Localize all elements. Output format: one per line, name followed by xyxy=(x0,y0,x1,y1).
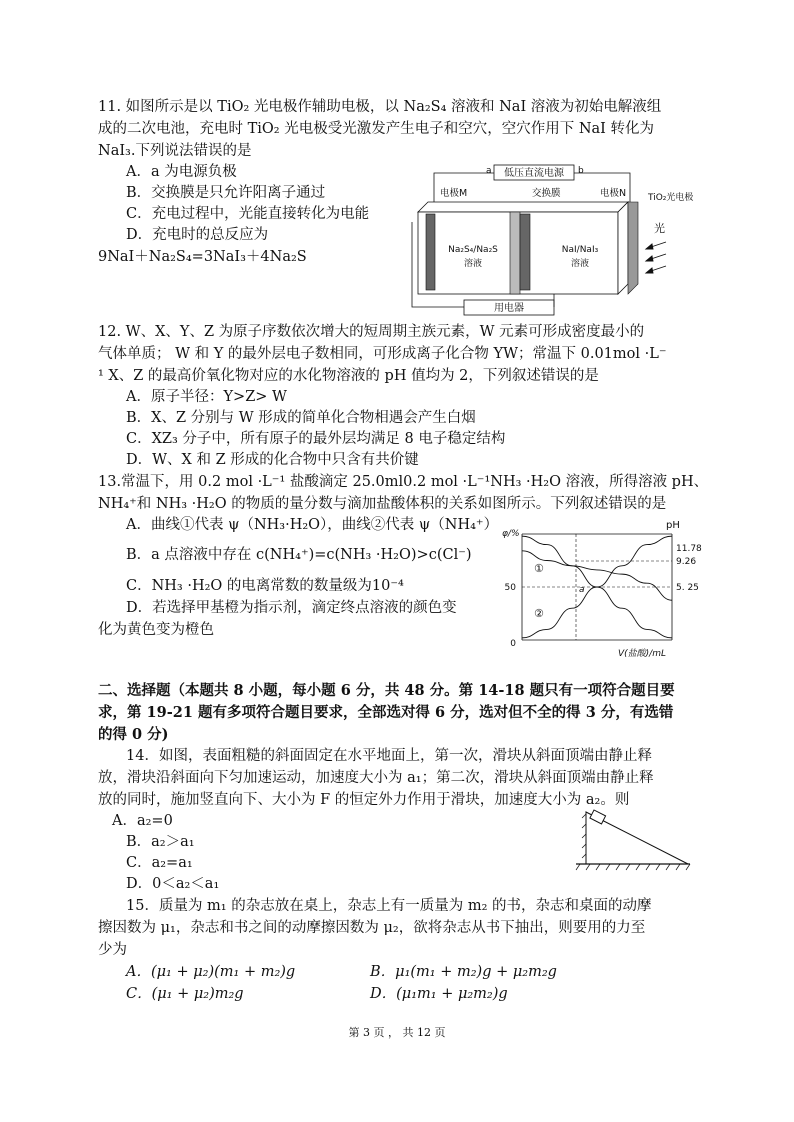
q15-option-b: B．μ₁(m₁ + m₂)g + μ₂m₂g xyxy=(370,964,557,980)
q13-stem-line1: 13.常温下，用 0.2 mol ·L⁻¹ 盐酸滴定 25.0ml0.2 mol ·L⁻¹NH₃ ·H₂O 溶液，所得溶液 pH、 xyxy=(98,474,709,490)
q13-option-b: B．a 点溶液中存在 c(NH₄⁺)=c(NH₃ ·H₂O)>c(Cl⁻) xyxy=(126,547,472,563)
q11-stem-line3: NaI₃.下列说法错误的是 xyxy=(98,143,252,159)
series-line-3 xyxy=(522,551,672,600)
electrode-n-label: 电极N xyxy=(600,188,627,199)
terminal-b-label: b xyxy=(578,166,584,176)
load-device-label: 用电器 xyxy=(494,303,524,314)
q15-stem-line1: 15．质量为 m₁ 的杂志放在桌上，杂志上有一质量为 m₂ 的书，杂志和桌面的动摩 xyxy=(126,898,652,914)
wall-hatching xyxy=(582,814,586,858)
x-axis-label: V(盐酸)/mL xyxy=(618,649,666,658)
q12-option-d: D．W、X 和 Z 形成的化合物中只含有共价键 xyxy=(126,452,419,468)
q13-option-c: C．NH₃ ·H₂O 的电离常数的数量级为10⁻⁴ xyxy=(126,578,404,594)
q14-option-b: B．a₂＞a₁ xyxy=(126,834,195,850)
exchange-membrane xyxy=(510,212,520,294)
tio2-electrode xyxy=(628,202,638,294)
right-solution-label2: 溶液 xyxy=(570,259,590,269)
q11-option-d: D．充电时的总反应为 xyxy=(126,227,269,243)
q12-option-c: C．XZ₃ 分子中，所有原子的最外层均满足 8 电子稳定结构 xyxy=(126,431,506,447)
q14-option-a: A．a₂=0 xyxy=(112,813,173,829)
q11-option-a: A．a 为电源负极 xyxy=(126,164,237,180)
q11-option-c: C．充电过程中，光能直接转化为电能 xyxy=(126,206,370,222)
electrode-m xyxy=(426,214,435,290)
section2-header-line1: 二、选择题（本题共 8 小题，每小题 6 分，共 48 分。第 14-18 题只有一项符合题目要 xyxy=(98,682,675,699)
page-footer: 第 3 页 ， 共 12 页 xyxy=(348,1026,446,1039)
q15-option-d: D．(μ₁m₁ + μ₂m₂)g xyxy=(370,986,508,1002)
ground-hatching xyxy=(576,864,690,870)
left-solution-label2: 溶液 xyxy=(463,259,483,269)
light-label: 光 xyxy=(654,222,665,235)
q14-option-d: D．0＜a₂＜a₁ xyxy=(126,876,220,892)
tio2-electrode-label: TiO₂光电极 xyxy=(648,193,694,203)
incline-diagram xyxy=(572,806,694,872)
y-axis-right-label: pH xyxy=(666,520,680,531)
q15-option-a: A．(μ₁ + μ₂)(m₁ + m₂)g xyxy=(126,964,296,980)
q12-option-a: A．原子半径：Y>Z> W xyxy=(126,389,287,405)
section2-header-line2: 求，第 19-21 题有多项符合题目要求，全部选对得 6 分，选对但不全的得 3 分，有选错 xyxy=(98,704,674,721)
right-tick-926: 9.26 xyxy=(676,557,697,567)
q12-option-b: B．X、Z 分别与 W 形成的简单化合物相遇会产生白烟 xyxy=(126,410,476,426)
q14-stem-line2: 放，滑块沿斜面向下匀加速运动，加速度大小为 a₁；第二次，滑块从斜面顶端由静止释 xyxy=(98,770,654,786)
section2-header-line3: 的得 0 分) xyxy=(98,726,169,743)
q14-stem-line1: 14．如图，表面粗糙的斜面固定在水平地面上，第一次，滑块从斜面顶端由静止释 xyxy=(126,748,652,764)
q13-stem-line2: NH₄⁺和 NH₃ ·H₂O 的物质的量分数与滴加盐酸体积的关系如图所示。下列叙述错误的是 xyxy=(98,496,667,512)
q15-stem-line3: 少为 xyxy=(98,942,127,958)
electrode-m-label: 电极M xyxy=(440,188,468,199)
electrode-n xyxy=(520,214,530,290)
q11-equation: 9NaI＋Na₂S₄=3NaI₃＋4Na₂S xyxy=(98,249,307,265)
q12-stem-line1: 12. W、X、Y、Z 为原子序数依次增大的短周期主族元素，W 元素可形成密度最小的 xyxy=(98,324,645,340)
q11-option-b: B．交换膜是只允许阳离子通过 xyxy=(126,185,326,201)
electrolysis-cell-diagram xyxy=(404,162,714,320)
q13-option-a: A．曲线①代表 ψ（NH₃·H₂O），曲线②代表 ψ（NH₄⁺） xyxy=(126,517,499,533)
power-supply-label: 低压直流电源 xyxy=(504,168,564,179)
point-a-label: a xyxy=(579,585,585,595)
q12-stem-line2: 气体单质； W 和 Y 的最外层电子数相同，可形成离子化合物 YW；常温下 0.01mol ·L⁻ xyxy=(98,346,667,362)
q12-stem-line3: ¹ X、Z 的最高价氧化物对应的水化物溶液的 pH 值均为 2，下列叙述错误的是 xyxy=(98,368,599,384)
curve-2-label: ② xyxy=(534,607,544,620)
light-arrows xyxy=(646,242,666,273)
left-tick-0: 0 xyxy=(510,639,516,649)
q14-option-c: C．a₂=a₁ xyxy=(126,855,193,871)
right-tick-525: 5. 25 xyxy=(676,583,699,593)
y-axis-label: φ/% xyxy=(502,529,520,539)
left-solution-label: Na₂S₄/Na₂S xyxy=(448,245,498,255)
left-tick-50: 50 xyxy=(504,583,516,593)
q15-option-c: C．(μ₁ + μ₂)m₂g xyxy=(126,986,244,1002)
q14-stem-line3: 放的同时，施加竖直向下、大小为 F 的恒定外力作用于滑块，加速度大小为 a₂。则 xyxy=(98,792,630,808)
right-solution-label: NaI/NaI₃ xyxy=(561,245,599,255)
q13-option-d-line1: D．若选择甲基橙为指示剂，滴定终点溶液的颜色变 xyxy=(126,600,457,616)
q11-stem-line1: 11. 如图所示是以 TiO₂ 光电极作辅助电极，以 Na₂S₄ 溶液和 NaI 溶液为初始电解液组 xyxy=(98,99,662,115)
terminal-a-label: a xyxy=(486,166,492,176)
membrane-label: 交换膜 xyxy=(532,188,561,199)
titration-chart xyxy=(494,516,710,658)
q15-stem-line2: 擦因数为 μ₁，杂志和书之间的动摩擦因数为 μ₂，欲将杂志从书下抽出，则要用的力至 xyxy=(98,920,646,936)
q11-stem-line2: 成的二次电池，充电时 TiO₂ 光电极受光激发产生电子和空穴，空穴作用下 NaI 转化为 xyxy=(98,121,655,137)
q13-option-d-line2: 化为黄色变为橙色 xyxy=(98,622,214,638)
right-tick-1178: 11.78 xyxy=(676,544,702,554)
curve-1-label: ① xyxy=(534,562,544,575)
